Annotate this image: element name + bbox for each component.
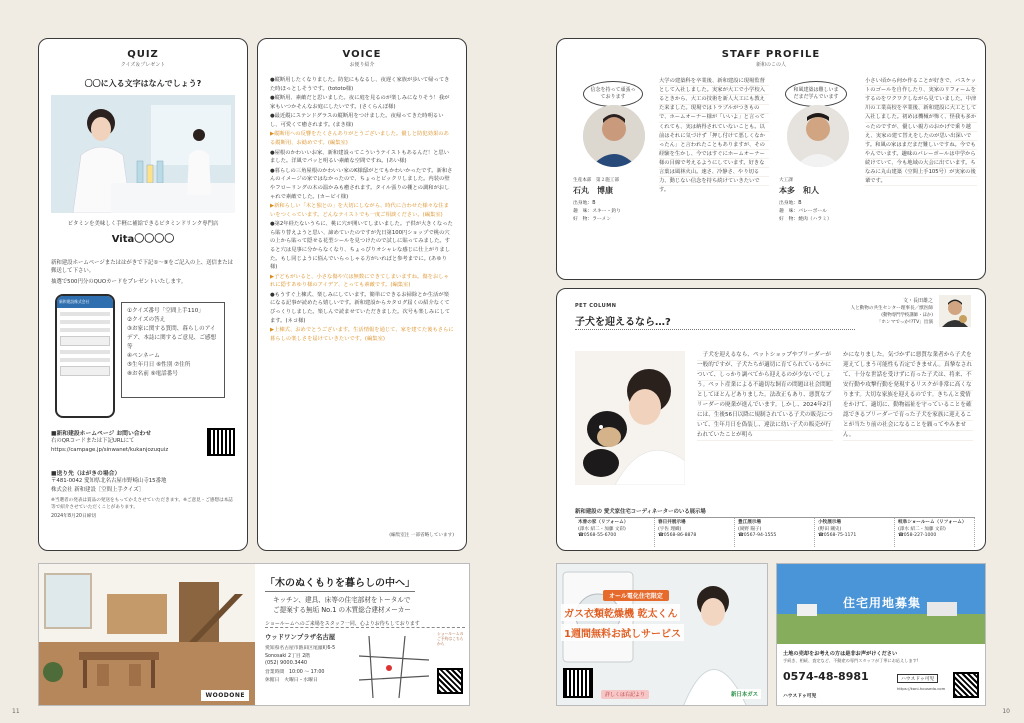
editor-reply: ▶縦断用への反響をたくさんありがとうございました。優しと防犯効果のある縦断用、お勧めです。(編集室) [270, 131, 449, 147]
voice-title: VOICE [342, 49, 382, 60]
voice-entry: ●縦断用、素敵だと思いました。夜に庭を見るのが楽しみになりそう！我が家もいつかそんなお庭にしたいです。(さくらんぼ様) [270, 95, 450, 110]
land-qr[interactable] [953, 672, 979, 698]
pet-title-rule [575, 329, 855, 330]
mail-address: 〒481-0042 愛知県北名古屋市野崎山寺15番地 [51, 478, 167, 485]
showroom-item [815, 518, 895, 547]
form-item: ②クイズの答え [127, 317, 166, 324]
showroom-name: 豊江展示場 [738, 520, 761, 525]
quiz-photo [51, 95, 235, 213]
quiz-product: Vita〇〇〇〇 [111, 234, 175, 245]
pet-body-1: 子犬を迎えるなら、ペットショップやブリーダーが一般的ですが、子犬たちが適切に育てられているかについて、しっかり調べてから迎えるのが少ないでしょう。ペット産業による不適切な飼育の問題は社会問題としてほとんどありました。法改正もあり、悪質なブリーダーの廃業が進んでいます。しかし、2024年2月には、生後56日以降に規制されている子犬の販売について、生年月日を偽装し、違法に幼い子犬の販売が行われていたことが明ら [697, 351, 833, 441]
staff-origin: 出身地：B [779, 201, 802, 206]
wood-closed: 休館日 火曜日・水曜日 [265, 678, 318, 683]
voice-entry: ●縦断用したくなりました。防犯にもなるし、夜遅く家族が歩いて帰ってきた時ほっとしそうです。(tototo様) [270, 77, 450, 92]
land-url[interactable]: https://kani-housedo.com [897, 686, 946, 691]
voice-entry: ●屋根のかわいいお家、新和建設ってこういうテイストもあるんだ！と思いました。洋風でパッと明るい素敵な空間ですね。(あい様) [270, 149, 449, 165]
land-ad[interactable] [776, 563, 986, 706]
showroom-tel: ☎0568-55-6700 [578, 533, 617, 539]
pet-card [556, 288, 986, 551]
showroom-staff: (野田 剛史) [818, 526, 842, 532]
voice-list [270, 76, 454, 343]
author-role: 文・長田雄之 [902, 298, 933, 304]
wood-headline: 「木のぬくもりを暮らしの中へ」 [265, 574, 415, 592]
showroom-name: 木曽の家（リフォーム） [578, 520, 629, 525]
right-page [512, 0, 1024, 723]
author-avatar [939, 295, 971, 327]
dryer-line1: ガス衣類乾燥機 乾太くん [561, 604, 680, 621]
quiz-subtitle: クイズ＆プレゼント [120, 62, 166, 68]
showroom-tel: ☎0568-75-1171 [818, 533, 857, 539]
staff-bio: 大学の建築科を卒業後、新和建設に現場監督として入社しました。実家が大工で小学校入るときから、大工の技術を新人大工にも教えた来ました。現場ではトラブルがつきもので、ホームオーナー様が「いいよ」と言ってくれても、実は納得されていないことも。以前はそれに気づけず「押し付けて悪しくなかったん」と言われたこともありますが、その経験を生かし、今ではすぐにホームオーナー様の目線で考えるようにしています。好きな言葉は風林火山。速さ、冷静さ、やり切る力、動じない信念を持ち続けていきたいです。 [659, 77, 769, 195]
land-phone: 0574-48-8981 [783, 670, 869, 683]
staff-photo-icon [787, 105, 849, 167]
staff-photo [787, 105, 849, 167]
web-url[interactable]: https://campage.jp/sinwanet/kukanjozuquiz [51, 446, 169, 453]
page-number-right: 10 [1002, 708, 1010, 715]
wood-address: 愛知県名古屋市熱田区尾頭町6-5 [265, 646, 336, 651]
voice-footer: (編集室注 一部省略しています) [389, 533, 454, 538]
speech-bubble: 信念を持って頑張っております [583, 81, 643, 107]
staff-card [556, 38, 986, 280]
dryer-ad[interactable] [556, 563, 768, 706]
wood-qr-note: ショールームのご予約はこちらから [437, 631, 464, 646]
wood-tagline: ショールームへのご来場をスタッフ一同、心よりお待ちしております [265, 620, 465, 628]
staff-role: 生産本部 第２施工部 [573, 178, 619, 183]
author-desc2: (動物専門学校講師・ほか) [881, 313, 933, 318]
author-show: 「ホンマでっか!?TV」出演 [876, 320, 933, 325]
editor-reply: ▶新和らしい「木と独との」を大切にしながら、時代に合わせた様々な住まいをつくっています。どんなテイストでも一度ご相談ください。(編集室) [270, 203, 449, 218]
staff-name: 本多 和人 [779, 186, 819, 195]
quiz-question: 〇〇に入る文字はなんでしょう? [84, 79, 202, 88]
showroom-item [895, 518, 975, 547]
staff-member [569, 77, 769, 273]
interior-illustration [39, 564, 255, 706]
wood-hours: 営業時間 10:00 〜 17:00 [265, 670, 325, 675]
author-desc: 人と動物の共生センター理事長／獣医師 [850, 306, 933, 311]
showroom-name: 春日井展示場 [658, 520, 686, 525]
quiz-intro: 新和建設ホームページまたははがきで下記①〜⑨をご記入の上、送信または郵送して下さい。 [51, 260, 234, 275]
dryer-tag: オール電化住宅限定 [603, 590, 669, 601]
staff-food: 好 物：ラーメン [573, 217, 612, 222]
lab-photo-illustration [51, 95, 235, 213]
wood-phone: (052) 9000.3440 [265, 660, 308, 666]
staff-role: 大工課 [779, 178, 802, 183]
phone-mockup [55, 294, 115, 418]
woodone-ad[interactable] [38, 563, 470, 706]
form-items-box [121, 302, 225, 398]
form-item: ⑤生年月日 ⑥性別 ⑦住所 [127, 361, 191, 368]
showroom-tel: ☎0567-94-1555 [738, 533, 777, 539]
quiz-notes: ※当選者の発表は賞品の発送をもってかえさせていただきます。※ご意見・ご感想は本誌等で紹介させていただくことがあります。 [51, 497, 233, 510]
web-section [51, 428, 235, 464]
staff-name: 石丸 博康 [573, 186, 613, 195]
land-sub2: 手続き、相続、査定など、不動産の専門スタッフが丁寧にお応えします! [783, 658, 919, 663]
girl-with-puppy-illustration [575, 351, 685, 485]
form-item: ⑧お名前 ⑨電話番号 [127, 370, 178, 377]
voice-entry: ●暮らしの三角屋根のかわいい家のK様邸がとてもかわいかったです。新和さんのイメージの家ではなかったので、ちょっとビックリしました。内装の壁やフローリングの木の温かみも癒されます。タイル張りの棚との調和がおしゃれで素敵でした。(カーピイ様) [270, 167, 453, 200]
editor-reply: ▶子どもがいると、小さな傷や穴は無数にできてしまいますね。傷をおしゃれに隠すあゆり様のアイデア、とっても素敵です。(編集室) [270, 273, 449, 289]
quiz-title: QUIZ [127, 49, 159, 60]
qr-code[interactable] [207, 428, 235, 456]
voice-entry: ●最近縦にステンドグラスの縦断用をつけました。夜帰ってきた時明るいし、可愛くて癒されます。(まき様) [270, 113, 444, 128]
voice-card [257, 38, 467, 551]
showroom-item [575, 518, 655, 547]
voice-entry: ●第2年経たないうちに、桃に穴が開いてしまいました。子供が大きくなったら貼り替えようと思い、諦めていたのですが先日第100円ショップで桃の穴の上から貼って隠せる花型シールを見つけたので試しに貼ってみました。すると穴は見事に分からなくなり、ちょっぴりオシャレな感じに仕上がりました。もし同じように悩んでいらっしゃる方がいればと参考までに。(あゆり様) [270, 221, 453, 271]
pet-photo [575, 351, 685, 485]
speech-bubble: 和風建築は難しいまだまだ学んでいます [785, 81, 847, 107]
showroom-title: 新和建設の 愛犬家住宅コーディネーターのいる展示場 [575, 509, 706, 515]
showroom-staff: (宇佐 理織) [658, 526, 682, 532]
pet-body-2: かになりました。気づかずに悪質な業者から子犬を迎えてしまう可能性も否定できません。真摯なされて、十分な世話を受けずに育った子犬は、将来、不安行動や攻撃行動を発現するリスクが非常に高くなります。大切な家族を迎えるのです。きちんと愛情をかけて、適切に、動物福祉を守っていることを確認できるブリーダーで育った子犬を家族に迎えることが当たり前の社会になることを願ってやみません。 [843, 351, 973, 441]
voice-entry: ●もうすぐ上棟式、楽しみにしています。簡単にできるお掃除とか生活が楽になる記事が読めたら嬉しいです。新和建設からカタログ届くの紹介なくてびっくりしました。楽しんで読ませていただきました。次号も楽しみにしてます。(ネコ様) [270, 291, 451, 324]
quiz-caption: ビタミンを美味しく手軽に補給できるビタミンドリンク専門店 [67, 221, 219, 227]
voice-subtitle: お便り紹介 [349, 62, 375, 68]
mail-title: ■送り先（はがきの場合） [51, 471, 121, 478]
land-company-box: ハウスドゥ可児 [897, 674, 938, 683]
showroom-item [655, 518, 735, 547]
wood-qr[interactable] [437, 668, 463, 694]
dryer-qr[interactable] [563, 668, 593, 698]
showroom-item [735, 518, 815, 547]
dryer-line2: 1週間無料お試しサービス [561, 624, 684, 641]
land-title: 住宅用地募集 [842, 596, 921, 610]
staff-member [775, 77, 979, 273]
staff-title: STAFF PROFILE [721, 49, 821, 60]
showroom-tel: ☎0568-86-8878 [658, 533, 697, 539]
showroom-staff: (澤水 紹二・加藤 文彩) [578, 526, 626, 532]
mail-to: 株式会社 新和建設［空間上手クイズ］ [51, 486, 145, 493]
web-text: 右のQRコードまたは下記URLにて [51, 438, 135, 445]
form-item: ③お家に関する質問、暮らしのアイデア、本誌に関するご意見、ご感想等 [127, 326, 217, 350]
pet-label: PET COLUMN [575, 303, 617, 309]
staff-bio: 小さい頃から何か作ることが好きで、バスケットのゴールを自作したり、実家のリフォームをするのをワクワクしながら見ていました。中津川の工業高校を卒業後、新和建設に大工として入社しました。初めは機械が怖く、怪我も多かったのですが、優しい親方のおかげで乗り越え、実家の建て替えをしたのが思い出深いです。和風の家はまだまだ難しいですね。今でもやんでいます。趣味のバレーボールは中学から続けていて、今も地域の大会に出ています。ちなみに丸山建築（空間上手105号）が実家の後輩です。 [865, 77, 977, 186]
land-sub: 土地の売却をお考えの方は是非お声がけください [783, 651, 898, 657]
quiz-deadline: 2024年8月20日締切 [51, 513, 97, 519]
showroom-name: 岐阜ショールーム（リフォーム） [898, 520, 967, 525]
staff-hobby: 趣 味：バレーボール [779, 209, 827, 214]
staff-origin: 出身地：B [573, 201, 596, 206]
quiz-prize: 抽選で500円分のQUOカードをプレゼントいたします。 [51, 278, 187, 285]
dryer-button[interactable]: 詳しくは右記より [601, 690, 649, 699]
showroom-name: 小牧展示場 [818, 520, 841, 525]
staff-food: 好 物：焼肉（ハラミ） [779, 217, 832, 222]
woodone-logo: WOODONE [201, 690, 249, 701]
form-area [51, 294, 235, 424]
staff-hobby: 趣 味：スキー・釣り [573, 209, 621, 214]
staff-subtitle: 新和のこの人 [755, 62, 786, 68]
editor-reply: ▶上棟式、おめでとうございます。生活情報を通じて、家を建てた後もさらに暮らしの楽しさを届けていきたいです。(編集室) [270, 327, 454, 342]
pet-title: 子犬を迎えるなら…? [575, 317, 671, 328]
page-number-left: 11 [12, 708, 20, 715]
wood-building: Sonosaki 2丁目 2階 [265, 654, 311, 659]
author-avatar-icon [939, 295, 971, 327]
dryer-company: 新日本ガス [728, 689, 761, 699]
wood-copy1: キッチン、建具、床等の住宅部材をトータルで [273, 596, 411, 604]
quiz-card [38, 38, 248, 551]
staff-photo [583, 105, 645, 167]
showroom-tel: ☎058-227-1000 [898, 533, 937, 539]
form-item: ④ペンネーム [127, 352, 160, 359]
wood-plaza: ウッドワンプラザ名古屋 [265, 633, 336, 641]
showroom-staff: (岡野 陽子) [738, 526, 762, 532]
wood-copy2: ご提案する無垢 No.1 の木質総合建材メーカー [273, 606, 411, 614]
showroom-list [575, 517, 975, 547]
interior-photo [39, 564, 255, 706]
web-title: ■新和建設ホームページ お問い合わせ [51, 431, 152, 438]
showroom-staff: (澤水 紹二・加藤 文彩) [898, 526, 946, 532]
housedo-logo: ハウスドゥ可児 [783, 694, 817, 699]
form-item: ①クイズ番号「空間上手110」 [127, 308, 204, 315]
map-illustration [359, 636, 429, 698]
staff-photo-icon [583, 105, 645, 167]
form-header: 新和建設株式会社 [57, 296, 113, 308]
